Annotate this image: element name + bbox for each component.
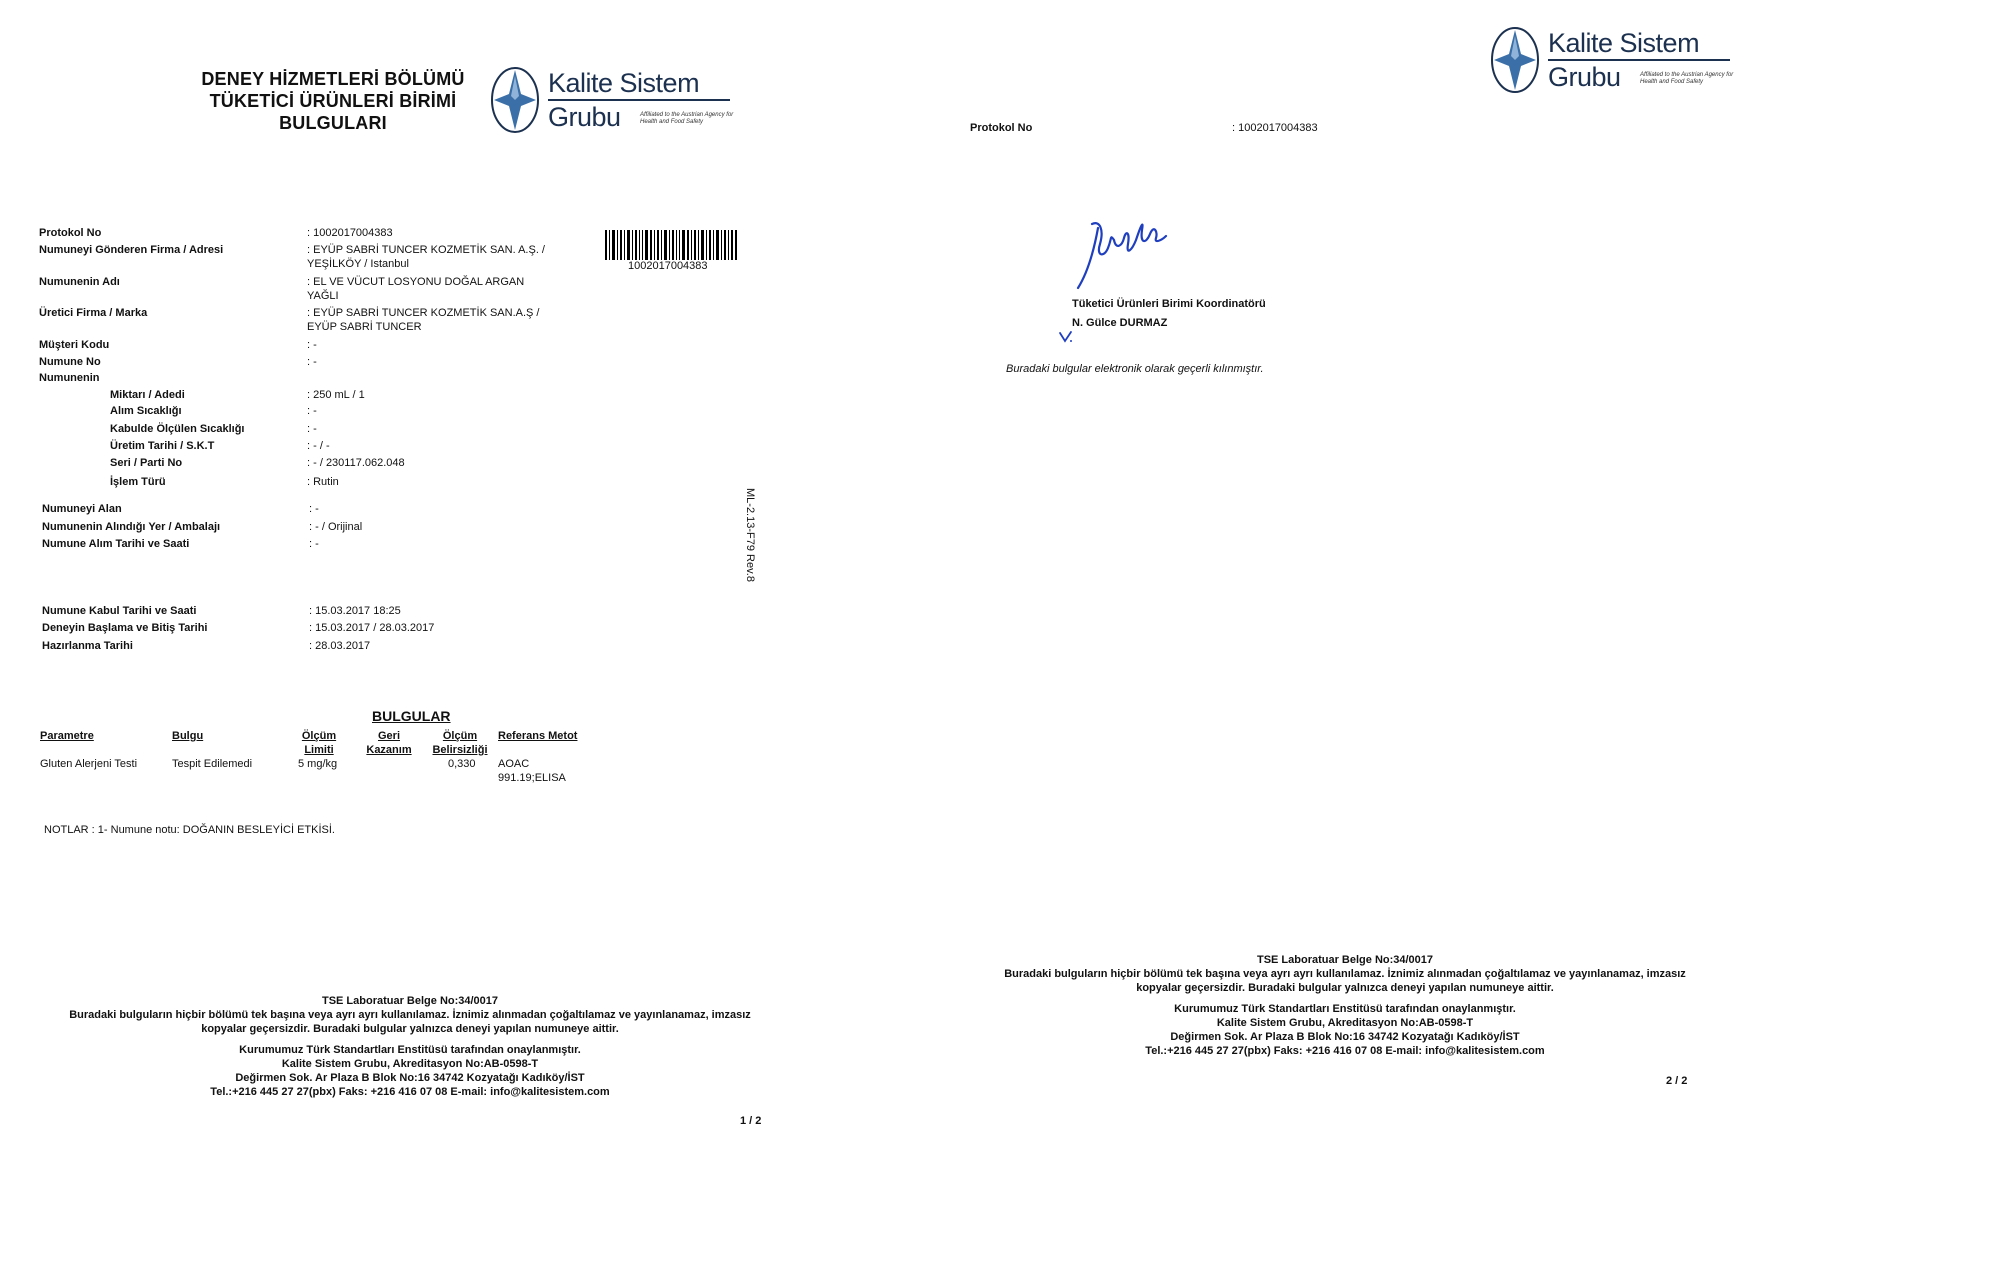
page-footer [1000, 953, 1690, 1058]
dept-line-2: TÜKETİCİ ÜRÜNLERİ BİRİMİ [209, 91, 457, 111]
department-heading [188, 68, 478, 134]
col-header-limit: Ölçüm Limiti [301, 730, 337, 756]
footer-accreditation: Kalite Sistem Grubu, Akreditasyon No:AB-0598-T [281, 1058, 539, 1070]
sub-field-label: Üretim Tarihi / S.K.T [110, 440, 215, 452]
logo-affiliation: Affiliated to the Austrian Agency for Health and Food Safety [640, 112, 734, 125]
signatory-name: N. Gülce DURMAZ [1072, 317, 1168, 329]
sample-field-value: : - [309, 503, 319, 515]
result-cell-reference-method: AOAC 991.19;ELISA [498, 758, 566, 784]
footer-accreditation: Kalite Sistem Grubu, Akreditasyon No:AB-0598-T [1216, 1017, 1474, 1029]
dept-line-3: BULGULARI [279, 113, 387, 133]
company-logo [490, 66, 734, 134]
footer-address: Değirmen Sok. Ar Plaza B Blok No:16 34742 Kozyatağı Kadıköy/İST [235, 1072, 585, 1084]
col-header-result: Bulgu [172, 730, 204, 742]
sample-field-value: : - / Orijinal [309, 521, 363, 533]
field-label: Numunenin Adı [39, 276, 120, 288]
col-header-parameter: Parametre [40, 730, 94, 742]
logo-rule [1548, 59, 1730, 61]
protocol-label: Protokol No [970, 122, 1033, 134]
report-page-2 [970, 0, 2000, 1264]
field-label: Numuneyi Gönderen Firma / Adresi [39, 244, 224, 256]
field-value: : - [307, 339, 317, 351]
initial-mark-icon [1058, 330, 1074, 344]
sample-field-label: Numunenin Alındığı Yer / Ambalajı [42, 521, 221, 533]
field-label: Numune No [39, 356, 101, 368]
col-header-uncertainty: Ölçüm Belirsizliği [432, 730, 488, 756]
page-footer [60, 994, 760, 1099]
company-logo [1490, 26, 1734, 94]
col-header-recovery: Geri Kazanım [366, 730, 412, 756]
field-label: Numunenin [39, 372, 100, 384]
field-value: : 1002017004383 [307, 227, 393, 239]
field-value: : - [307, 356, 317, 368]
logo-brand-line-2: Grubu [548, 102, 621, 132]
logo-brand-line-1: Kalite Sistem [1548, 28, 1700, 58]
sample-field-label: Numuneyi Alan [42, 503, 122, 515]
notes: NOTLAR : 1- Numune notu: DOĞANIN BESLEYİCİ ETKİSİ. [44, 824, 335, 836]
page-number: 1 / 2 [740, 1115, 762, 1127]
date-field-label: Numune Kabul Tarihi ve Saati [42, 605, 197, 617]
date-field-value: : 15.03.2017 / 28.03.2017 [309, 622, 435, 634]
signatory-title: Tüketici Ürünleri Birimi Koordinatörü [1072, 298, 1266, 310]
sub-field-value: : - / 230117.062.048 [307, 457, 405, 469]
footer-approval: Kurumumuz Türk Standartları Enstitüsü tarafından onaylanmıştır. [1174, 1003, 1516, 1015]
footer-contact: Tel.:+216 445 27 27(pbx) Faks: +216 416 07 08 E-mail: info@kalitesistem.com [210, 1086, 610, 1098]
date-field-label: Deneyin Başlama ve Bitiş Tarihi [42, 622, 208, 634]
result-cell-parameter: Gluten Alerjeni Testi [40, 758, 138, 770]
logo-rule [548, 99, 730, 101]
sub-field-label: Kabulde Ölçülen Sıcaklığı [110, 423, 245, 435]
footer-certificate: TSE Laboratuar Belge No:34/0017 [321, 995, 499, 1007]
diamond-star-icon [1490, 26, 1540, 94]
footer-disclaimer-2: kopyalar geçersizdir. Buradaki bulgular yalnızca deneyi yapılan numuneye aittir. [1136, 982, 1554, 994]
barcode [605, 230, 737, 260]
logo-brand-line-2: Grubu [1548, 62, 1621, 92]
results-title: BULGULAR [372, 708, 451, 724]
footer-disclaimer-1: Buradaki bulguların hiçbir bölümü tek başına veya ayrı ayrı kullanılamaz. İznimiz alınmadan çoğaltılamaz ve yayınlanamaz, imzasız [1004, 968, 1686, 980]
result-cell-limit: 5 mg/kg [298, 758, 338, 770]
sub-field-label: İşlem Türü [110, 476, 166, 488]
sub-field-value: : - [307, 423, 317, 435]
footer-address: Değirmen Sok. Ar Plaza B Blok No:16 34742 Kozyatağı Kadıköy/İST [1170, 1031, 1520, 1043]
logo-brand-line-1: Kalite Sistem [548, 68, 700, 98]
handwritten-signature [1070, 210, 1180, 290]
sub-field-value: : Rutin [307, 476, 339, 488]
footer-disclaimer-1: Buradaki bulguların hiçbir bölümü tek başına veya ayrı ayrı kullanılamaz. İznimiz alınmadan çoğaltılamaz ve yayınlanamaz, imzasız [69, 1009, 751, 1021]
footer-disclaimer-2: kopyalar geçersizdir. Buradaki bulgular yalnızca deneyi yapılan numuneye aittir. [201, 1023, 619, 1035]
e-signature-note: Buradaki bulgular elektronik olarak geçerli kılınmıştır. [1006, 363, 1264, 375]
sub-field-value: : 250 mL / 1 [307, 389, 365, 401]
field-value: : EYÜP SABRİ TUNCER KOZMETİK SAN. A.Ş. / YEŞİLKÖY / Istanbul [307, 244, 545, 270]
col-header-reference-method: Referans Metot [498, 730, 578, 742]
sub-field-label: Seri / Parti No [110, 457, 183, 469]
result-cell-result: Tespit Edilemedi [172, 758, 253, 770]
dept-line-1: DENEY HİZMETLERİ BÖLÜMÜ [201, 69, 465, 89]
sub-field-label: Miktarı / Adedi [110, 389, 185, 401]
result-cell-uncertainty: 0,330 [448, 758, 476, 770]
protocol-value: : 1002017004383 [1232, 122, 1318, 134]
diamond-star-icon [490, 66, 540, 134]
field-value: : EL VE VÜCUT LOSYONU DOĞAL ARGAN YAĞLI [307, 276, 525, 302]
sub-field-value: : - / - [307, 440, 330, 452]
sample-field-value: : - [309, 538, 319, 550]
field-label: Protokol No [39, 227, 102, 239]
footer-contact: Tel.:+216 445 27 27(pbx) Faks: +216 416 07 08 E-mail: info@kalitesistem.com [1145, 1045, 1545, 1057]
sub-field-label: Alım Sıcaklığı [110, 405, 182, 417]
logo-affiliation: Affiliated to the Austrian Agency for Health and Food Safety [1640, 72, 1734, 85]
field-label: Müşteri Kodu [39, 339, 110, 351]
sub-field-value: : - [307, 405, 317, 417]
page-number: 2 / 2 [1666, 1075, 1688, 1087]
footer-certificate: TSE Laboratuar Belge No:34/0017 [1256, 954, 1434, 966]
field-value: : EYÜP SABRİ TUNCER KOZMETİK SAN.A.Ş / EYÜP SABRİ TUNCER [307, 307, 540, 333]
revision-code: ML-2.13-F79 Rev.8 [744, 488, 756, 582]
date-field-value: : 28.03.2017 [309, 640, 371, 652]
sample-field-label: Numune Alım Tarihi ve Saati [42, 538, 190, 550]
field-label: Üretici Firma / Marka [39, 307, 148, 319]
footer-approval: Kurumumuz Türk Standartları Enstitüsü tarafından onaylanmıştır. [239, 1044, 581, 1056]
date-field-value: : 15.03.2017 18:25 [309, 605, 401, 617]
barcode-number: 1002017004383 [628, 260, 708, 272]
date-field-label: Hazırlanma Tarihi [42, 640, 133, 652]
